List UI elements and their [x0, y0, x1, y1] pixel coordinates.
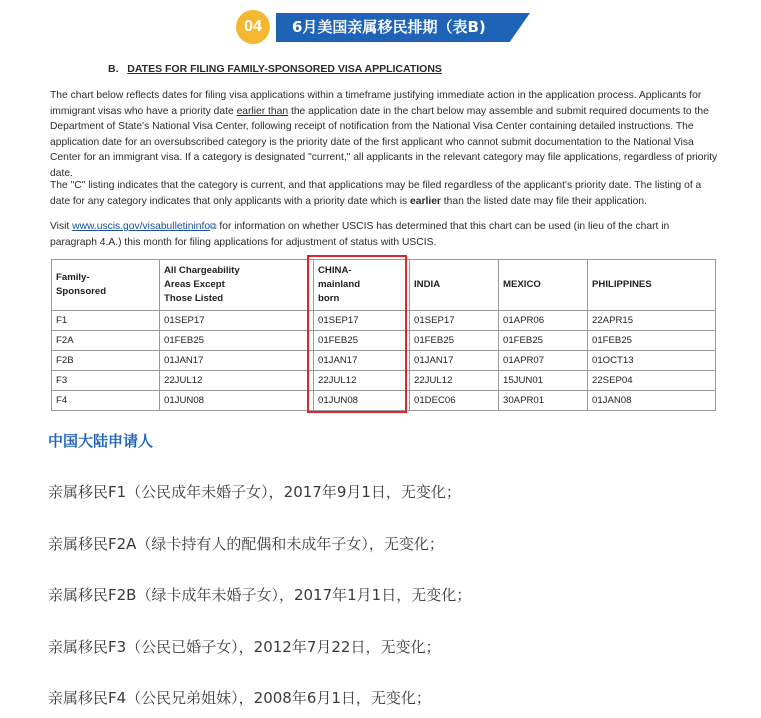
table-cell: 22JUL12 [410, 371, 499, 391]
doc-heading-text: DATES FOR FILING FAMILY-SPONSORED VISA APPLICATIONS [127, 63, 442, 75]
table-cell: 01SEP17 [410, 311, 499, 331]
table-cell: 01SEP17 [160, 311, 314, 331]
table-cell: F2A [52, 331, 160, 351]
china-line-f4: 亲属移民F4（公民兄弟姐妹），2008年6月1日，无变化； [48, 689, 431, 707]
china-line-f3: 亲属移民F3（公民已婚子女），2012年7月22日，无变化； [48, 638, 441, 656]
table-cell: F4 [52, 391, 160, 411]
uscis-link[interactable]: www.uscis.gov/visabulletininfo [72, 221, 211, 232]
table-cell: 01APR07 [499, 351, 588, 371]
table-cell: 22JUL12 [160, 371, 314, 391]
table-header-cell: MEXICO [499, 260, 588, 311]
doc-heading [108, 62, 442, 78]
banner-title: 6月美国亲属移民排期（表B) [292, 18, 486, 36]
table-cell: 01JAN17 [410, 351, 499, 371]
table-cell: 01FEB25 [410, 331, 499, 351]
table-cell: 22APR15 [588, 311, 716, 331]
table-cell: 01JAN17 [160, 351, 314, 371]
table-cell: 01OCT13 [588, 351, 716, 371]
table-cell: 01SEP17 [314, 311, 410, 331]
para2-part-a: The "C" listing indicates that the category is current, and that applications may be filed regardless of the applicant's priority date. The listing of a date for any category indicates that only applicants with a priority date which is [50, 180, 702, 207]
para1-part-b: the application date in the chart below may assemble and submit required documents to the Department of State's National Visa Center, following receipt of notification from the National Visa Center containing detailed instructions. The application date for an oversubscribed category is the priority date of the first applicant who cannot submit documentation to the National Visa Center for an immigrant visa. If a category is designated "current," all applicants in the relevant category may file applications, regardless of priority date. [50, 105, 718, 179]
china-line-f2a: 亲属移民F2A（绿卡持有人的配偶和未成年子女），无变化； [48, 535, 444, 553]
table-cell: 01JUN08 [314, 391, 410, 411]
external-link-icon: ⧉ [210, 221, 217, 231]
section-number-badge: 04 [236, 10, 270, 44]
para1-emphasis: earlier than [236, 105, 289, 117]
doc-heading-prefix: B. [108, 63, 119, 75]
section-banner [236, 10, 536, 44]
table-cell: F3 [52, 371, 160, 391]
para2-part-b: than the listed date may file their application. [440, 195, 647, 207]
china-column-highlight [307, 255, 407, 413]
china-line-f1: 亲属移民F1（公民成年未婚子女），2017年9月1日，无变化； [48, 483, 461, 501]
table-cell: 22SEP04 [588, 371, 716, 391]
doc-paragraph-1 [50, 88, 718, 182]
para3-part-a: Visit [50, 221, 73, 232]
table-header-cell: All Chargeability Areas Except Those Listed [160, 260, 314, 311]
table-cell: 01FEB25 [314, 331, 410, 351]
table-header-cell: CHINA- mainland born [314, 260, 410, 311]
doc-paragraph-2 [50, 178, 718, 209]
para1-part-a: The chart below reflects dates for filing visa applications within a timeframe justifying immediate action in the application process. Applicants for immigrant visas who have a priority date [50, 90, 702, 117]
table-cell: F2B [52, 351, 160, 371]
table-cell: 01JUN08 [160, 391, 314, 411]
table-cell: 22JUL12 [314, 371, 410, 391]
table-header-cell: INDIA [410, 260, 499, 311]
china-line-f2b: 亲属移民F2B（绿卡成年未婚子女），2017年1月1日，无变化； [48, 586, 472, 604]
table-cell: 01JAN17 [314, 351, 410, 371]
doc-paragraph-3 [50, 219, 718, 250]
china-applicants-title: 中国大陆申请人 [48, 432, 154, 450]
table-cell: 01FEB25 [499, 331, 588, 351]
table-header-cell: Family- Sponsored [52, 260, 160, 311]
table-cell: 01DEC06 [410, 391, 499, 411]
table-cell: 01JAN08 [588, 391, 716, 411]
table-cell: F1 [52, 311, 160, 331]
table-cell: 30APR01 [499, 391, 588, 411]
para2-emphasis: earlier [410, 195, 441, 207]
table-header-cell: PHILIPPINES [588, 260, 716, 311]
para3-part-b: for information on whether USCIS has determined that this chart can be used (in lieu of the chart in paragraph 4.A.) this month for filing applications for adjustment of status with USCIS. [50, 221, 670, 248]
table-cell: 01APR06 [499, 311, 588, 331]
table-cell: 01FEB25 [160, 331, 314, 351]
table-cell: 01FEB25 [588, 331, 716, 351]
table-cell: 15JUN01 [499, 371, 588, 391]
